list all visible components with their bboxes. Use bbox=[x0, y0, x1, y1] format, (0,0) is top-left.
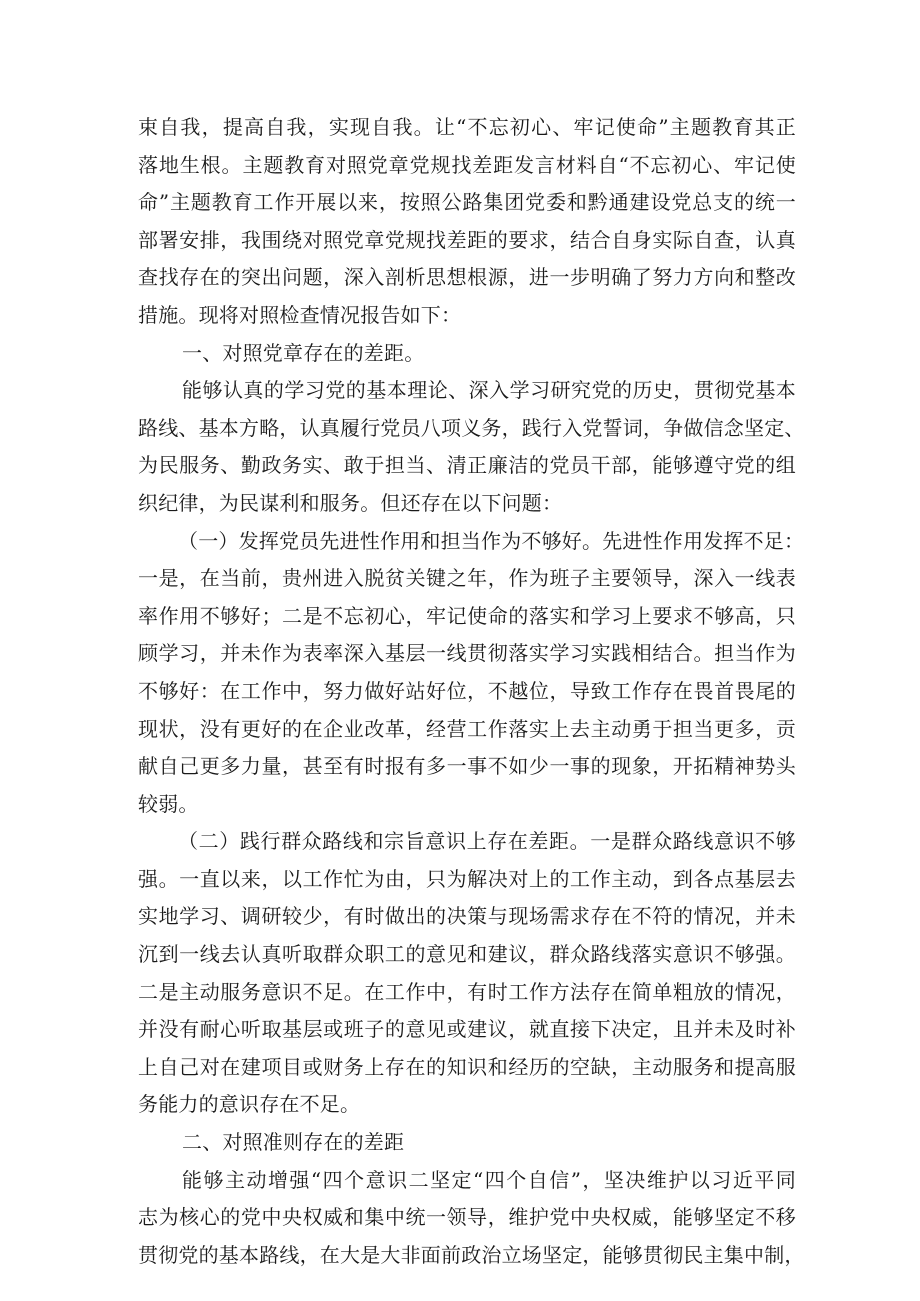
text-line: （一）发挥党员先进性作用和担当作为不够好。先进性作用发挥不足： bbox=[178, 528, 805, 553]
text-line: 献自己更多力量，甚至有时报有多一事不如少一事的现象，开拓精神势头 bbox=[138, 754, 796, 779]
text-line: 志为核心的党中央权威和集中统一领导，维护党中央权威，能够坚定不移 bbox=[138, 1205, 796, 1230]
text-line: 务能力的意识存在不足。 bbox=[138, 1092, 361, 1117]
text-line: 强。一直以来，以工作忙为由，只为解决对上的工作主动，到各点基层去 bbox=[138, 866, 796, 891]
text-line: 束自我，提高自我，实现自我。让“不忘初心、牢记使命”主题教育其正 bbox=[138, 115, 796, 139]
text-line: 路线、基本方略，认真履行党员八项义务，践行入党誓词，争做信念坚定、 bbox=[138, 415, 805, 440]
text-line: 顾学习，并未作为表率深入基层一线贯彻落实学习实践相结合。担当作为 bbox=[138, 641, 796, 666]
text-line: 能够认真的学习党的基本理论、深入学习研究党的历史，贯彻党基本 bbox=[182, 378, 796, 403]
text-line: 率作用不够好；二是不忘初心，牢记使命的落实和学习上要求不够高，只 bbox=[138, 603, 796, 628]
text-line: （二）践行群众路线和宗旨意识上存在差距。一是群众路线意识不够 bbox=[178, 829, 796, 854]
text-line: 查找存在的突出问题，深入剖析思想根源，进一步明确了努力方向和整改 bbox=[138, 265, 796, 290]
text-line: 二是主动服务意识不足。在工作中，有时工作方法存在简单粗放的情况， bbox=[138, 979, 796, 1004]
text-line: 实地学习、调研较少，有时做出的决策与现场需求存在不符的情况，并未 bbox=[138, 904, 796, 929]
text-line: 为民服务、勤政务实、敢于担当、清正廉洁的党员干部，能够遵守党的组 bbox=[138, 453, 796, 478]
document-body bbox=[138, 109, 805, 1274]
text-line: 一是，在当前，贵州进入脱贫关键之年，作为班子主要领导，深入一线表 bbox=[138, 566, 796, 591]
text-line: 贯彻党的基本路线，在大是大非面前政治立场坚定，能够贯彻民主集中制， bbox=[138, 1242, 805, 1267]
text-line: 织纪律，为民谋利和服务。但还存在以下问题： bbox=[138, 490, 563, 515]
text-line: 措施。现将对照检查情况报告如下： bbox=[138, 302, 462, 327]
text-line: 落地生根。主题教育对照党章党规找差距发言材料自“不忘初心、牢记使 bbox=[138, 152, 796, 177]
text-line: 不够好：在工作中，努力做好站好位，不越位，导致工作存在畏首畏尾的 bbox=[138, 678, 796, 703]
text-line: 沉到一线去认真听取群众职工的意见和建议，群众路线落实意识不够强。 bbox=[138, 942, 796, 967]
section-heading: 一、对照党章存在的差距。 bbox=[182, 340, 425, 365]
text-line: 较弱。 bbox=[138, 791, 199, 816]
text-line: 上自己对在建项目或财务上存在的知识和经历的空缺，主动服务和提高服 bbox=[138, 1054, 796, 1079]
text-line: 并没有耐心听取基层或班子的意见或建议，就直接下决定，且并未及时补 bbox=[138, 1017, 796, 1042]
text-line: 部署安排，我围绕对照党章党规找差距的要求，结合自身实际自查，认真 bbox=[138, 227, 796, 252]
text-line: 现状，没有更好的在企业改革，经营工作落实上去主动勇于担当更多，贡 bbox=[138, 716, 796, 741]
text-line: 能够主动增强“四个意识二坚定“四个自信”，坚决维护以习近平同 bbox=[182, 1167, 796, 1192]
section-heading: 二、对照准则存在的差距 bbox=[182, 1130, 405, 1155]
text-line: 命”主题教育工作开展以来，按照公路集团党委和黔通建设党总支的统一 bbox=[138, 190, 796, 215]
